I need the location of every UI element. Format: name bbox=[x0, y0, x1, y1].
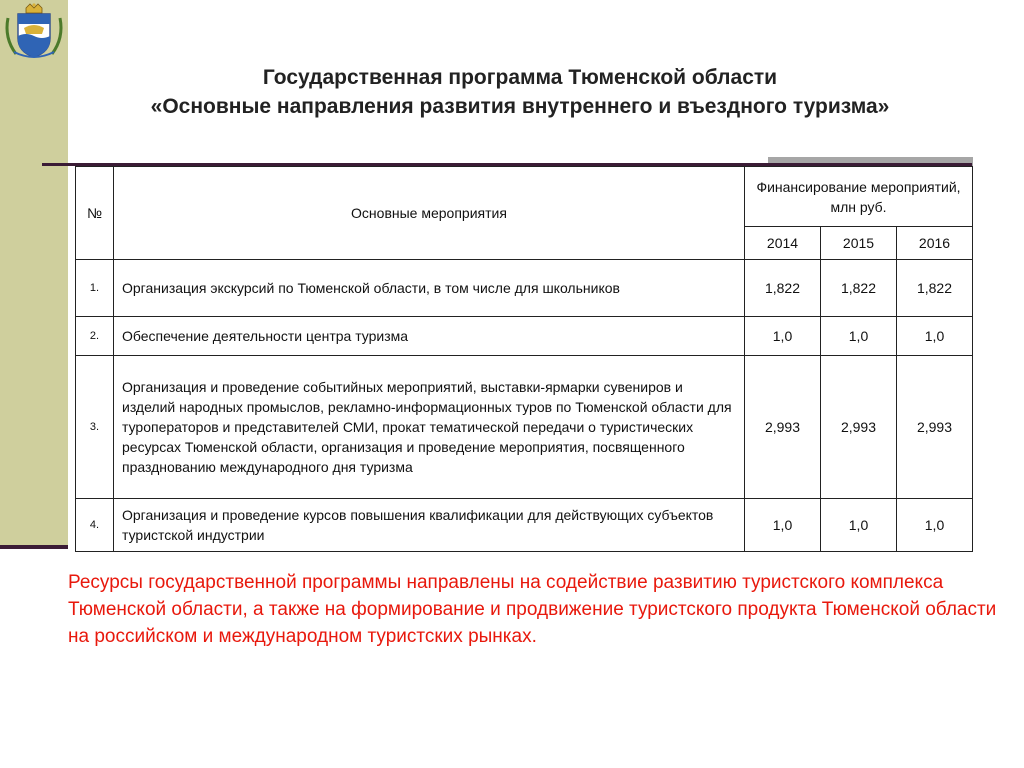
table-row bbox=[76, 260, 973, 317]
row-value: 1,0 bbox=[821, 499, 897, 552]
row-value: 2,993 bbox=[745, 356, 821, 499]
row-value: 1,822 bbox=[821, 260, 897, 317]
row-activity: Организация и проведение событийных мероприятий, выставки-ярмарки сувениров и изделий народных промыслов, рекламно-информационных туров по Тюменской области для туроператоров и представителей СМИ, прокат тематической передачи о туристических ресурсах Тюменской области, организация и проведение мероприятия, посвященного празднованию международного дня туризма bbox=[114, 356, 745, 499]
header-year: 2014 bbox=[745, 227, 821, 260]
row-number: 2. bbox=[76, 317, 114, 356]
header-funding: Финансирование мероприятий, млн руб. bbox=[745, 167, 973, 227]
side-strip-rule bbox=[0, 545, 68, 549]
table-row bbox=[76, 499, 973, 552]
row-number: 3. bbox=[76, 356, 114, 499]
row-value: 1,0 bbox=[897, 499, 973, 552]
header-num: № bbox=[76, 167, 114, 260]
coat-of-arms-icon bbox=[2, 2, 66, 60]
page-title bbox=[40, 63, 1000, 121]
table-header-row bbox=[76, 167, 973, 227]
row-value: 1,0 bbox=[821, 317, 897, 356]
row-value: 2,993 bbox=[897, 356, 973, 499]
header-activities: Основные мероприятия bbox=[114, 167, 745, 260]
row-number: 4. bbox=[76, 499, 114, 552]
table-row bbox=[76, 317, 973, 356]
row-value: 1,0 bbox=[745, 317, 821, 356]
row-value: 1,0 bbox=[745, 499, 821, 552]
row-activity: Обеспечение деятельности центра туризма bbox=[114, 317, 745, 356]
row-value: 1,822 bbox=[897, 260, 973, 317]
header-year: 2015 bbox=[821, 227, 897, 260]
title-line-2: «Основные направления развития внутреннего и въездного туризма» bbox=[150, 95, 890, 118]
header-year: 2016 bbox=[897, 227, 973, 260]
row-value: 1,822 bbox=[745, 260, 821, 317]
table-row bbox=[76, 356, 973, 499]
row-value: 1,0 bbox=[897, 317, 973, 356]
program-table bbox=[75, 166, 973, 552]
summary-text: Ресурсы государственной программы направлены на содействие развитию туристского комплекса Тюменской области, а также на формирование и продвижение туристского продукта Тюменской области на российском и международном туристских рынках. bbox=[68, 572, 997, 647]
row-number: 1. bbox=[76, 260, 114, 317]
row-activity: Организация экскурсий по Тюменской области, в том числе для школьников bbox=[114, 260, 745, 317]
title-line-1: Государственная программа Тюменской области bbox=[262, 66, 778, 89]
row-value: 2,993 bbox=[821, 356, 897, 499]
row-activity: Организация и проведение курсов повышения квалификации для действующих субъектов туристской индустрии bbox=[114, 499, 745, 552]
